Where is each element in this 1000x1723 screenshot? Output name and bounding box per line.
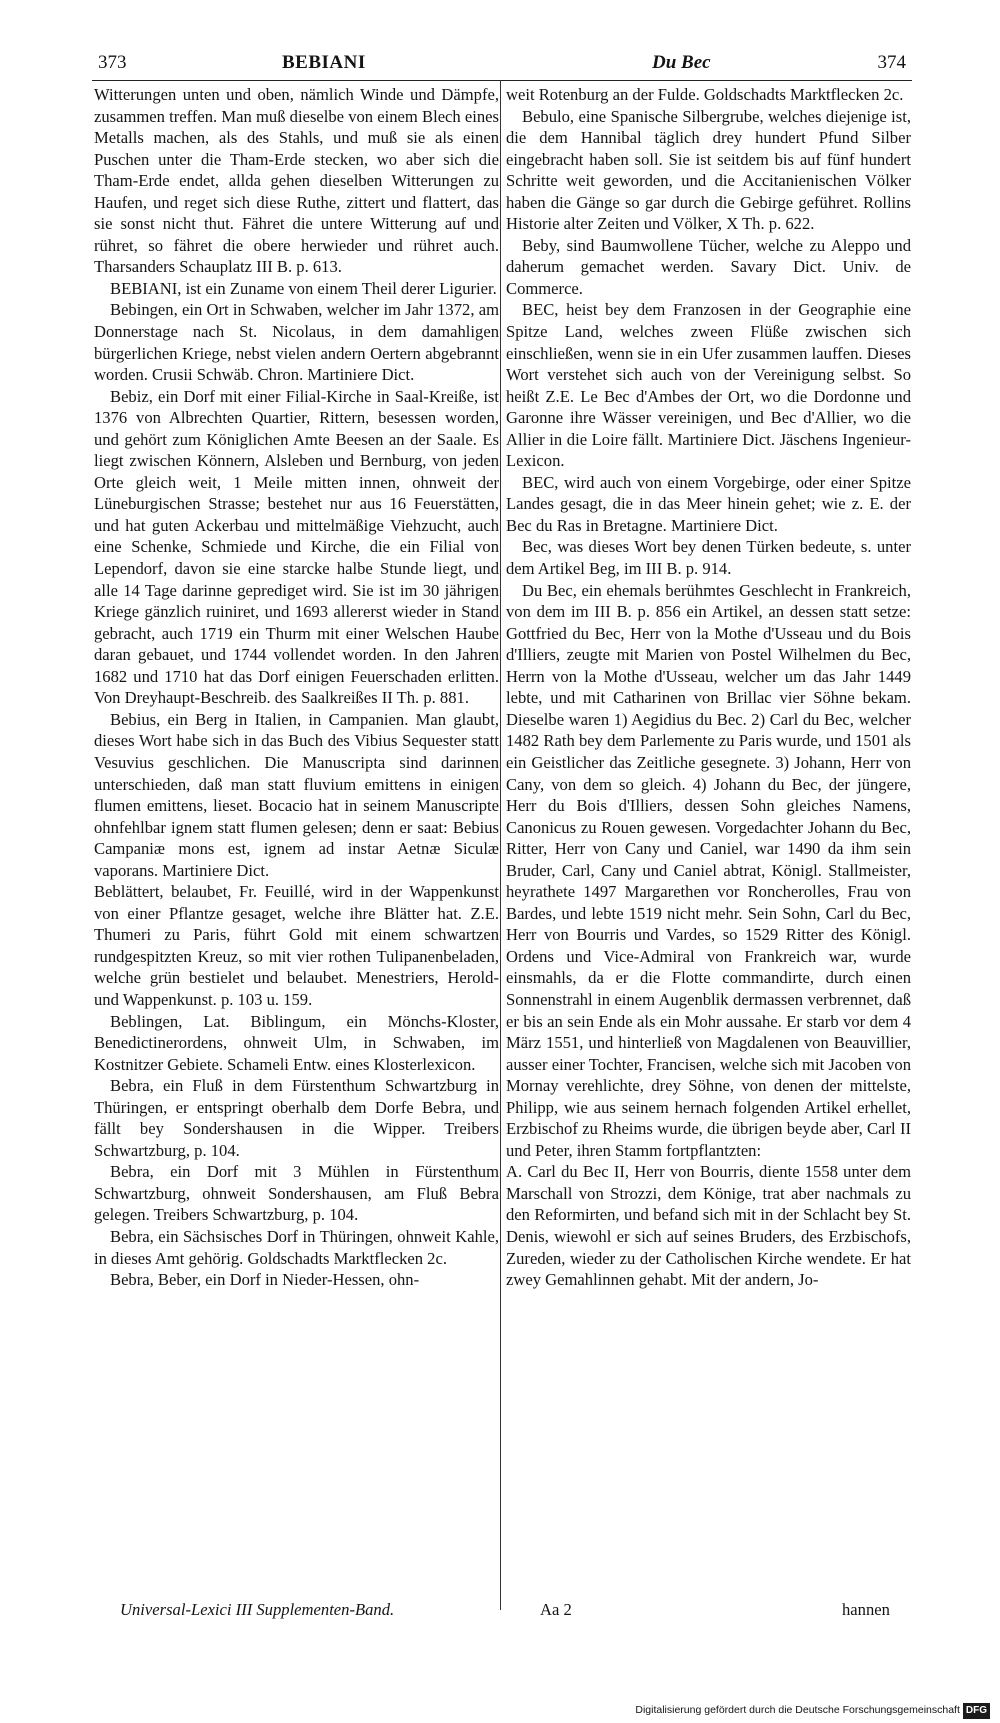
entry-paragraph: Bebius, ein Berg in Italien, in Campanien. Man glaubt, dieses Wort habe sich in das Buch des Vibius Sequester statt Vesuvius geschlichen. Die Manuscripta sind darinnen unterschieden, daß man statt fluvium emittens in einigen flumen emittens, lieset. Bocacio hat in seinem Manuscripte ohnfehlbar ignem statt flumen gelesen; denn er saat: Bebius Campaniæ mons est, ignem ad instar Aetnæ Siculæ vaporans. Martiniere Dict. [94, 709, 499, 880]
left-column [94, 84, 499, 1291]
right-column [506, 84, 911, 1291]
entry-paragraph: BEBIANI, ist ein Zuname von einem Theil derer Ligurier. [110, 278, 497, 298]
entry-paragraph: Du Bec, ein ehemals berühmtes Geschlecht in Frankreich, von dem im III B. p. 856 ein Artikel, an dessen statt setze: Gottfried du Bec, Herr von la Mothe d'Usseau und du Bois d'Illiers, zeugte mit Marien von Postel Wilhelmen du Bec, Herrn von la Mothe d'Usseau, welcher um das Jahr 1449 lebte, und mit Catharinen von Brillac vier Söhne bekam. Dieselbe waren 1) Aegidius du Bec. 2) Carl du Bec, welcher 1482 Rath bey dem Parlemente zu Paris wurde, und 1501 als ein Geistlicher das Zeitliche gesegnete. 3) Johann, Herr von Cany, von dem so gleich. 4) Johann du Bec, der jüngere, Herr du Bois d'Illiers, dessen Sohn gleiches Namens, Canonicus zu Rouen gewesen. Vorgedachter Johann du Bec, Ritter, Herr von Cany und Caniel, war 1490 da ihm sein Bruder, Carl, Cany und Caniel abtrat, Königl. Stallmeister, heyrathete 1497 Margarethen vor Roncherolles, Frau von Bardes, und lebte 1519 nicht mehr. Sein Sohn, Carl du Bec, Herr von Bourris und Vardes, so 1529 Ritter des Königl. Ordens und Vice-Admiral von Frankreich war, wurde einsmahls, da er die Flotte commandirte, durch einen Sonnenstrahl in einem Augenblik dermassen verbrennet, daß er bis an sein Ende als ein Mohr aussahe. Er starb vor dem 4 März 1551, und hinterließ von Magdalenen von Beauvillier, ausser einer Tochter, Francisen, welche sich mit Jacoben von Mornay verehlichte, drey Söhne, von denen der mittelste, Philipp, wie aus seinem hernach folgenden Artikel erhellet, Erzbischof zu Rheims wurde, die übrigen beyde aber, Carl II und Peter, ihren Stamm fortpflantzten: [506, 580, 911, 1160]
signature-mark: Aa 2 [540, 1600, 572, 1619]
running-title-left: BEBIANI [282, 52, 366, 73]
catchword: hannen [842, 1600, 890, 1619]
credit-text: Digitalisierung gefördert durch die Deutsche Forschungsgemeinschaft [635, 1704, 960, 1716]
entry-paragraph: Bebulo, eine Spanische Silbergrube, welches diejenige ist, die dem Hannibal täglich drey hundert Pfund Silber eingebracht haben soll. Sie ist seitdem bis auf fünf hundert Schritte weit geworden, und die Accitanienischen Völker haben die Gänge so gar durch die Gebirge geführet. Rollins Historie alter Zeiten und Völker, X Th. p. 622. [506, 106, 911, 234]
entry-paragraph: A. Carl du Bec II, Herr von Bourris, diente 1558 unter dem Marschall von Strozzi, dem Könige, trat aber nachmals zu den Reformirten, und befand sich mit in der Schlacht bey St. Denis, wiewohl er sich auf seines Bruders, des Erzbischofs, Zureden, wieder zu der Catholischen Kirche wendete. Er hat zwey Gemahlinnen gehabt. Mit der andern, Jo- [506, 1162, 911, 1290]
entry-paragraph: Bebra, ein Fluß in dem Fürstenthum Schwartzburg in Thüringen, er entspringt oberhalb dem Dorfe Bebra, und fällt bey Sondershausen in die Wipper. Treibers Schwartzburg, p. 104. [94, 1076, 499, 1160]
entry-paragraph: Bebra, ein Sächsisches Dorf in Thüringen, ohnweit Kahle, in dieses Amt gehörig. Goldschadts Marktflecken 2c. [94, 1226, 499, 1268]
entry-paragraph: Beblingen, Lat. Biblingum, ein Mönchs-Kloster, Benedictinerordens, ohnweit Ulm, in Schwaben, im Kostnitzer Gebiete. Schameli Entw. eines Klosterlexicon. [94, 1011, 499, 1074]
column-divider [500, 80, 501, 1610]
entry-paragraph: Bebra, Beber, ein Dorf in Nieder-Hessen, ohn- [110, 1270, 420, 1290]
running-header [92, 46, 912, 80]
entry-paragraph: Bebingen, ein Ort in Schwaben, welcher im Jahr 1372, am Donnerstage nach St. Nicolaus, in dem damahligen bürgerlichen Kriege, nebst vielen andern Oertern abgebrannt worden. Crusii Schwäb. Chron. Martiniere Dict. [94, 300, 499, 385]
entry-paragraph: Bebra, ein Dorf mit 3 Mühlen in Fürstenthum Schwartzburg, ohnweit Sondershausen, am Fluß Bebra gelegen. Treibers Schwartzburg, p. 104. [94, 1162, 499, 1225]
entry-paragraph: Witterungen unten und oben, nämlich Winde und Dämpfe, zusammen treffen. Man muß dieselbe von einem Blech eines Metalls machen, als des Stahls, und muß sie als einen Puschen unter die Tham-Erde stecken, wo aber sich die Tham-Erde endet, allda gehen dieselben Witterungen zu Haufen, und reget sich diese Ruthe, zittert und flattert, das sie sonst nicht thut. Fähret die untere Witterung auf und rühret, so fähret die obere herwieder und rühret auch. Tharsanders Schauplatz III B. p. 613. [94, 85, 499, 277]
running-title-right: Du Bec [652, 52, 711, 73]
signature-line: Universal-Lexici III Supplementen-Band. [120, 1600, 395, 1619]
entry-paragraph: Beblättert, belaubet, Fr. Feuillé, wird in der Wappenkunst von einer Pflantze gesaget, welche ihre Blätter hat. Z.E. Thumeri zu Paris, führt Gold mit einem schwartzen rundgespitzten Kreuz, so mit vier rothen Tulipanenbeladen, welche grün bestielet und belaubet. Menestriers, Herold- und Wappenkunst. p. 103 u. 159. [94, 882, 499, 1009]
dfg-logo: DFG [963, 1703, 990, 1719]
entry-paragraph: Bec, was dieses Wort bey denen Türken bedeute, s. unter dem Artikel Beg, im III B. p. 914. [506, 537, 911, 579]
entry-paragraph: BEC, heist bey dem Franzosen in der Geographie eine Spitze Land, welches zween Flüße zwischen sich einschließen, wenn sie in ein Ufer zusammen lauffen. Dieses Wort verstehet sich auch von der Vereinigung selbst. So heißt Z.E. Le Bec d'Ambes der Ort, wo die Dordonne und Garonne ihre Wässer vereinigen, und Bec d'Allier, wo die Allier in die Loire fällt. Martiniere Dict. Jäschens Ingenieur-Lexicon. [506, 300, 911, 471]
page-number-right: 374 [877, 52, 906, 73]
entry-paragraph: Bebiz, ein Dorf mit einer Filial-Kirche in Saal-Kreiße, ist 1376 von Albrechten Quartier, Rittern, besessen worden, und gehört zum Königlichen Amte Beesen an der Saale. Es liegt zwischen Könnern, Alsleben und Bernburg, von jeden Orte gleich weit, 1 Meile mitten innen, ohnweit der Lüneburgischen Strasse; bestehet nur aus 16 Feuerstätten, und hat guten Ackerbau und mittelmäßige Viehzucht, auch eine Schenke, Schmiede und Kirche, die ein Filial von Lependorf, davon sie eine starcke halbe Stunde liegt, und alle 14 Tage darinne geprediget wird. Sie ist im 30 jährigen Kriege gänzlich ruiniret, und 1693 allererst wieder in Stand gebracht, auch 1719 ein Thurm mit einer Welschen Haube daran gebauet, und 1744 vollendet worden. In den Jahren 1682 und 1710 hat das Dorf einigen Feuerschaden erlitten. Von Dreyhaupt-Beschreib. des Saalkreißes II Th. p. 881. [94, 386, 499, 708]
header-rule [92, 80, 912, 81]
entry-paragraph: Beby, sind Baumwollene Tücher, welche zu Aleppo und daherum gemachet werden. Savary Dict. Univ. de Commerce. [506, 235, 911, 298]
page-number-left: 373 [98, 52, 127, 73]
digitization-credit [580, 1702, 990, 1718]
entry-paragraph: BEC, wird auch von einem Vorgebirge, oder einer Spitze Landes gesagt, die in das Meer hinein gehet; wie z. E. der Bec du Ras in Bretagne. Martiniere Dict. [506, 472, 911, 535]
entry-paragraph: weit Rotenburg an der Fulde. Goldschadts Marktflecken 2c. [506, 85, 904, 104]
